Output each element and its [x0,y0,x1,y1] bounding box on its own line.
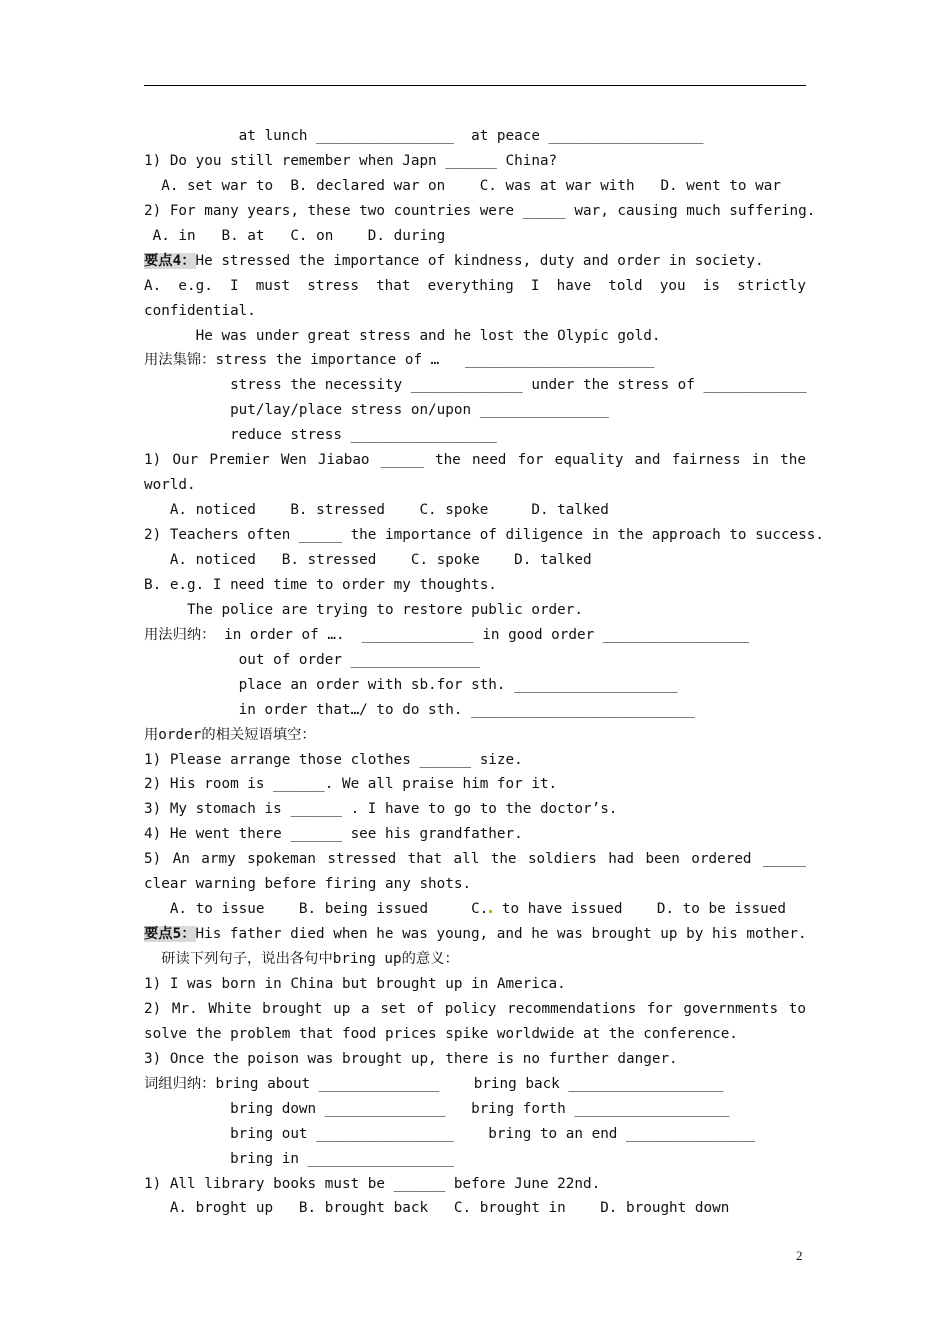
question-line: 1) Our Premier Wen Jiabao _____ the need for equality and fairness in the world. [144,452,806,494]
question-line: 4) He went there ______ see his grandfather. [144,826,523,843]
usage-line: in order that…/ to do sth. __________________________ [144,701,695,718]
usage-line: place an order with sb.for sth. ___________________ [144,676,678,693]
page-number: 2 [796,1248,803,1263]
question-line: 1) Do you still remember when Japn ______ China? [144,152,558,169]
usage-line: 词组归纳：bring about ______________ bring back __________________ [144,1075,724,1092]
key-point-text: He stressed the importance of kindness, duty and order in society. [195,252,764,269]
question-line: 1) Please arrange those clothes ______ size. [144,751,523,768]
usage-line: reduce stress _________________ [144,427,497,444]
usage-line: bring in _________________ [144,1150,454,1167]
options-text: to have issued D. to be issued [493,901,786,918]
key-point-tag: 要点4： [144,252,196,269]
key-point-text: His father died when he was young, and he was brought up by his mother. [195,926,807,943]
question-line: 2) For many years, these two countries were _____ war, causing much suffering. [144,202,816,219]
sentence-line: 1) I was born in China but brought up in America. [144,975,566,992]
options-line: A. broght up B. brought back C. brought in D. brought down [144,1200,730,1217]
header-rule [144,85,806,86]
example-line: The police are trying to restore public order. [144,601,583,618]
options-line: A. noticed B. stressed C. spoke D. talked [144,502,609,519]
key-point-5 [144,922,806,947]
question-line: 2) Teachers often _____ the importance of diligence in the approach to success. [144,527,824,544]
question-line: 3) My stomach is ______ . I have to go to the doctor’s. [144,801,618,818]
usage-line: out of order _______________ [144,651,480,668]
options-line [144,897,806,922]
usage-line: stress the necessity _____________ under the stress of ____________ [144,377,807,394]
question-line: 2) His room is ______. We all praise him for it. [144,776,558,793]
text-line: at lunch ________________ at peace __________________ [144,128,704,144]
options-line: A. noticed B. stressed C. spoke D. talked [144,552,592,568]
key-point-4 [144,249,806,274]
example-line: B. e.g. I need time to order my thoughts. [144,576,497,593]
instruction-line: 研读下列句子，说出各句中bring up的意义： [144,951,459,968]
question-line: 5) An army spokeman stressed that all the soldiers had been ordered _____ clear warning before firing any shots. [144,851,806,893]
usage-line: put/lay/place stress on/upon _______________ [144,402,609,419]
sentence-line: 3) Once the poison was brought up, there is no further danger. [144,1050,678,1067]
section-heading: 用order的相关短语填空： [144,726,316,743]
options-line: A. set war to B. declared war on C. was at war with D. went to war [144,177,781,194]
usage-line: 用法集锦：stress the importance of … ______________________ [144,352,655,369]
usage-line: bring down ______________ bring forth __________________ [144,1100,730,1117]
options-text: A. to issue B. being issued C. [144,901,489,918]
sentence-line: 2) Mr. White brought up a set of policy recommendations for governments to solve the problem that food prices spike worldwide at the conference. [144,1000,806,1042]
key-point-tag: 要点5： [144,926,196,943]
example-line: He was under great stress and he lost the Olypic gold. [144,327,661,344]
usage-line: 用法归纳： in order of …. _____________ in good order _________________ [144,626,750,643]
question-line: 1) All library books must be ______ before June 22nd. [144,1175,601,1192]
usage-line: bring out ________________ bring to an end _______________ [144,1125,756,1142]
worksheet-body [144,124,824,1221]
example-line: A. e.g. I must stress that everything I have told you is strictly confidential. [144,277,806,319]
stray-dot [489,910,492,913]
options-line: A. in B. at C. on D. during [144,227,446,244]
